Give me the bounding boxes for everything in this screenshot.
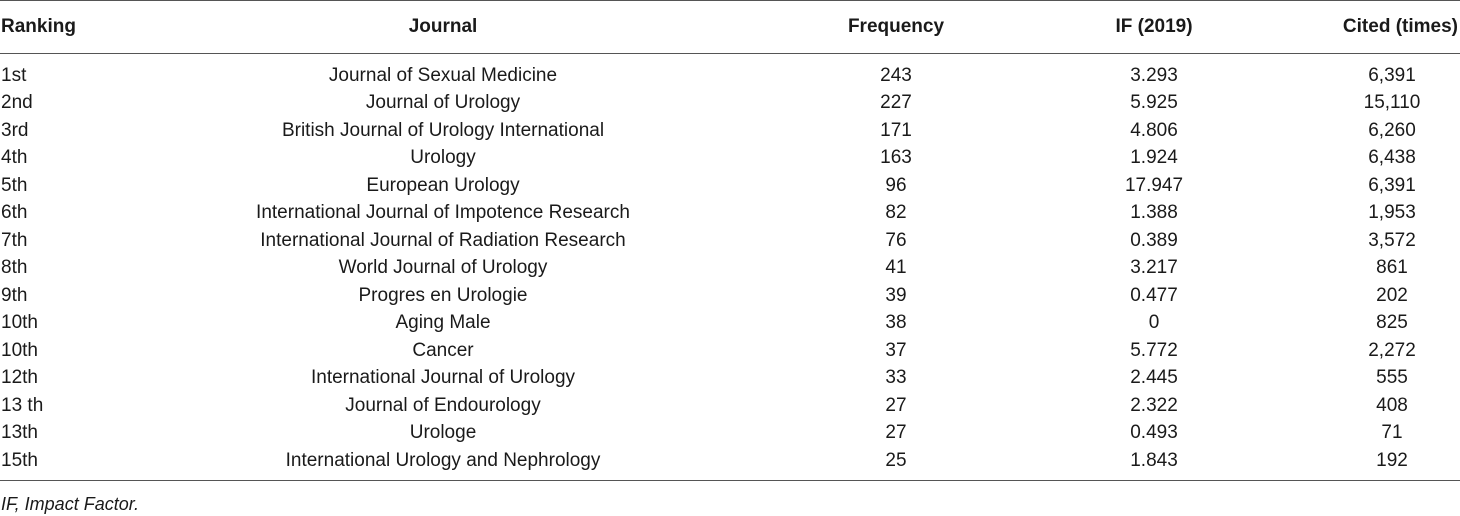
table-body [0, 54, 1460, 481]
cell-cited: 408 [1376, 394, 1408, 416]
table-row [0, 309, 1460, 337]
cell-ranking: 13th [1, 422, 38, 444]
cell-cited: 555 [1376, 367, 1408, 389]
cell-ranking: 4th [1, 147, 28, 169]
cell-ranking: 13 th [1, 394, 44, 416]
cell-if: 4.806 [1130, 119, 1178, 141]
cell-frequency: 27 [885, 422, 907, 444]
table-row [0, 89, 1460, 117]
cell-journal: Progres en Urologie [358, 284, 528, 306]
table-row [0, 144, 1460, 172]
cell-ranking: 10th [1, 339, 38, 361]
cell-cited: 192 [1376, 449, 1408, 471]
header-row [0, 1, 1460, 54]
cell-if: 5.772 [1130, 339, 1178, 361]
cell-journal: Urologe [409, 422, 477, 444]
cell-journal: Urology [410, 147, 476, 169]
table-row [0, 364, 1460, 392]
cell-if: 3.217 [1130, 257, 1178, 279]
table-row [0, 227, 1460, 255]
cell-journal: British Journal of Urology International [281, 119, 605, 141]
cell-ranking: 1st [1, 65, 27, 86]
cell-cited: 825 [1376, 312, 1408, 334]
cell-journal: International Journal of Urology [310, 367, 576, 389]
cell-journal: Journal of Endourology [345, 394, 541, 416]
cell-cited: 6,391 [1368, 174, 1416, 196]
cell-if: 2.322 [1130, 394, 1178, 416]
cell-frequency: 82 [885, 202, 907, 224]
cell-frequency: 27 [885, 394, 907, 416]
cell-if: 3.293 [1130, 65, 1178, 86]
header-cited: Cited (times) [1342, 16, 1458, 37]
table-row [0, 117, 1460, 145]
cell-if: 1.924 [1130, 147, 1178, 169]
cell-cited: 1,953 [1368, 202, 1416, 224]
cell-frequency: 163 [880, 147, 912, 169]
cell-if: 17.947 [1124, 174, 1184, 196]
cell-frequency: 39 [885, 284, 907, 306]
cell-frequency: 38 [885, 312, 907, 334]
cell-journal: European Urology [366, 174, 520, 196]
cell-ranking: 9th [1, 284, 28, 306]
table-row [0, 254, 1460, 282]
cell-frequency: 227 [880, 92, 912, 114]
cell-journal: International Journal of Radiation Research [260, 229, 626, 251]
cell-ranking: 15th [1, 449, 38, 471]
cell-frequency: 171 [880, 119, 912, 141]
cell-ranking: 2nd [1, 92, 33, 114]
cell-if: 1.843 [1130, 449, 1178, 471]
cell-ranking: 7th [1, 229, 28, 251]
cell-if: 0.477 [1130, 284, 1178, 306]
table-row [0, 392, 1460, 420]
cell-cited: 6,391 [1368, 65, 1416, 86]
cell-cited: 6,438 [1368, 147, 1416, 169]
cell-journal: International Urology and Nephrology [285, 449, 601, 471]
table-row [0, 54, 1460, 90]
cell-journal: Cancer [412, 339, 474, 361]
cell-frequency: 41 [885, 257, 907, 279]
header-journal: Journal [408, 16, 478, 37]
cell-journal: Journal of Urology [365, 92, 521, 114]
table-header [0, 1, 1460, 54]
cell-frequency: 76 [885, 229, 907, 251]
table-row [0, 172, 1460, 200]
cell-cited: 6,260 [1368, 119, 1416, 141]
cell-if: 2.445 [1130, 367, 1178, 389]
cell-if: 0.389 [1130, 229, 1178, 251]
cell-ranking: 8th [1, 257, 28, 279]
cell-ranking: 3rd [1, 119, 29, 141]
table-row [0, 447, 1460, 481]
cell-journal: International Journal of Impotence Research [256, 202, 630, 224]
cell-ranking: 5th [1, 174, 28, 196]
cell-cited: 71 [1381, 422, 1403, 444]
cell-frequency: 37 [885, 339, 907, 361]
header-ranking: Ranking [1, 16, 76, 37]
cell-ranking: 10th [1, 312, 38, 334]
cell-cited: 861 [1376, 257, 1408, 279]
cell-cited: 202 [1376, 284, 1408, 306]
table-row [0, 419, 1460, 447]
cell-ranking: 12th [1, 367, 38, 389]
cell-if: 0 [1148, 312, 1160, 334]
cell-journal: Aging Male [395, 312, 491, 334]
cell-journal: Journal of Sexual Medicine [328, 65, 558, 86]
cell-cited: 2,272 [1368, 339, 1416, 361]
cell-frequency: 25 [885, 449, 907, 471]
table-row [0, 199, 1460, 227]
table-row [0, 337, 1460, 365]
cell-frequency: 243 [880, 65, 912, 86]
table-footnote: IF, Impact Factor. [1, 494, 140, 514]
cell-ranking: 6th [1, 202, 28, 224]
cell-cited: 15,110 [1363, 92, 1421, 114]
cell-cited: 3,572 [1368, 229, 1416, 251]
cell-frequency: 33 [885, 367, 907, 389]
table-row [0, 282, 1460, 310]
cell-if: 0.493 [1130, 422, 1178, 444]
cell-journal: World Journal of Urology [338, 257, 548, 279]
header-if: IF (2019) [1115, 16, 1193, 37]
cell-if: 5.925 [1130, 92, 1178, 114]
cell-if: 1.388 [1130, 202, 1178, 224]
header-frequency: Frequency [847, 16, 945, 37]
cell-frequency: 96 [885, 174, 907, 196]
